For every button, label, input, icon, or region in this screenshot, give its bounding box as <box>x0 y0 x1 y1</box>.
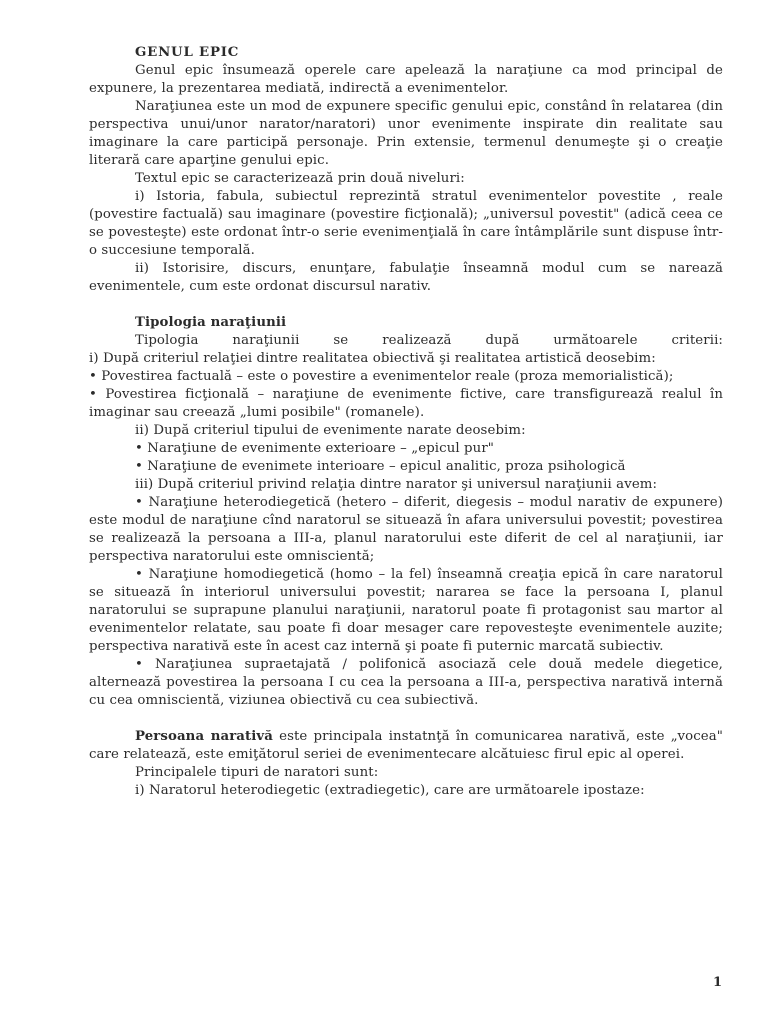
spacer <box>89 710 723 728</box>
list-item: • Naraţiune de evenimete interioare – epicul analitic, proza psihologică <box>135 459 626 474</box>
list-item: • Naraţiune de evenimente exterioare – „epicul pur" <box>135 441 494 456</box>
list-item: • Povestirea factuală – este o povestire a evenimentelor reale (proza memorialistică); <box>89 369 674 384</box>
paragraph: ii) Istorisire, discurs, enunţare, fabulaţie înseamnă modul cum se narează evenimentele, cum este ordonat discursul narativ. <box>89 261 723 294</box>
term-bold: Persoana narativă <box>135 729 273 744</box>
list-item: • Naraţiune heterodiegetică (hetero – diferit, diegesis – modul narativ de expunere) este modul de naraţiune cînd naratorul se situează în afara universului povestit; povestirea se realizează la persoana a III-a, planul naratorului este diferit de cel al naraţiunii, iar perspectiva naratorului este omniscientă; <box>89 495 723 564</box>
paragraph: Principalele tipuri de naratori sunt: <box>135 765 379 780</box>
paragraph <box>89 728 723 764</box>
list-item: • Naraţiunea supraetajată / polifonică asociază cele două medele diegetice, alternează povestirea la persoana I cu cea la persoana a III-a, perspectiva narativă internă cu cea omniscientă, viziunea obiectivă cu cea subiectivă. <box>89 657 723 708</box>
list-item: ii) După criteriul tipului de evenimente narate deosebim: <box>135 423 526 438</box>
paragraph: Genul epic însumează operele care apelează la naraţiune ca mod principal de expunere, la prezentarea mediată, indirectă a evenimentelor. <box>89 63 723 96</box>
paragraph: Tipologia naraţiunii se realizează după următoarele criterii: <box>135 333 723 348</box>
document-page <box>89 44 723 800</box>
list-item: • Povestirea ficţională – naraţiune de evenimente fictive, care transfigurează realul în imaginar sau creează „lumi posibile" (romanele). <box>89 387 723 420</box>
term-definition: este principala instatnţă în comunicarea narativă, este „vocea" care relatează, este emiţătorul seriei de evenimentecare alcătuiesc firul epic al operei. <box>89 729 723 762</box>
list-item: • Naraţiune homodiegetică (homo – la fel) înseamnă creaţia epică în care naratorul se situează în interiorul universului povestit; nararea se face la persoana I, planul naratorului se suprapune planului naraţiunii, naratorul poate fi protagonist sau martor al evenimentelor relatate, sau poate fi doar mesager care repovesteşte evenimentele auzite; perspectiva narativă este în acest caz internă şi poate fi puternic marcată subiectiv. <box>89 567 723 654</box>
list-item: iii) După criteriul privind relaţia dintre narator şi universul naraţiunii avem: <box>135 477 658 492</box>
spacer <box>89 296 723 314</box>
list-item: i) Naratorul heterodiegetic (extradiegetic), care are următoarele ipostaze: <box>135 783 645 798</box>
list-item: i) După criteriul relaţiei dintre realitatea obiectivă şi realitatea artistică deosebim: <box>89 351 656 366</box>
paragraph: Textul epic se caracterizează prin două niveluri: <box>135 171 465 186</box>
paragraph: i) Istoria, fabula, subiectul reprezintă stratul evenimentelor povestite , reale (povestire factuală) sau imaginare (povestire ficţională); „universul povestit" (adică ceea ce se povesteşte) este ordonat într-o serie evenimenţială în care întâmplările sunt dispuse într-o succesiune temporală. <box>89 189 723 258</box>
paragraph: Naraţiunea este un mod de expunere specific genului epic, constând în relatarea (din perspectiva unui/unor narator/naratori) unor evenimente inspirate din realitate sau imaginare la care participă personaje. Prin extensie, termenul denumeşte şi o creaţie literară care aparţine genului epic. <box>89 99 723 168</box>
page-number: 1 <box>712 975 722 990</box>
section-heading: GENUL EPIC <box>135 45 240 60</box>
subsection-heading: Tipologia naraţiunii <box>135 315 287 330</box>
